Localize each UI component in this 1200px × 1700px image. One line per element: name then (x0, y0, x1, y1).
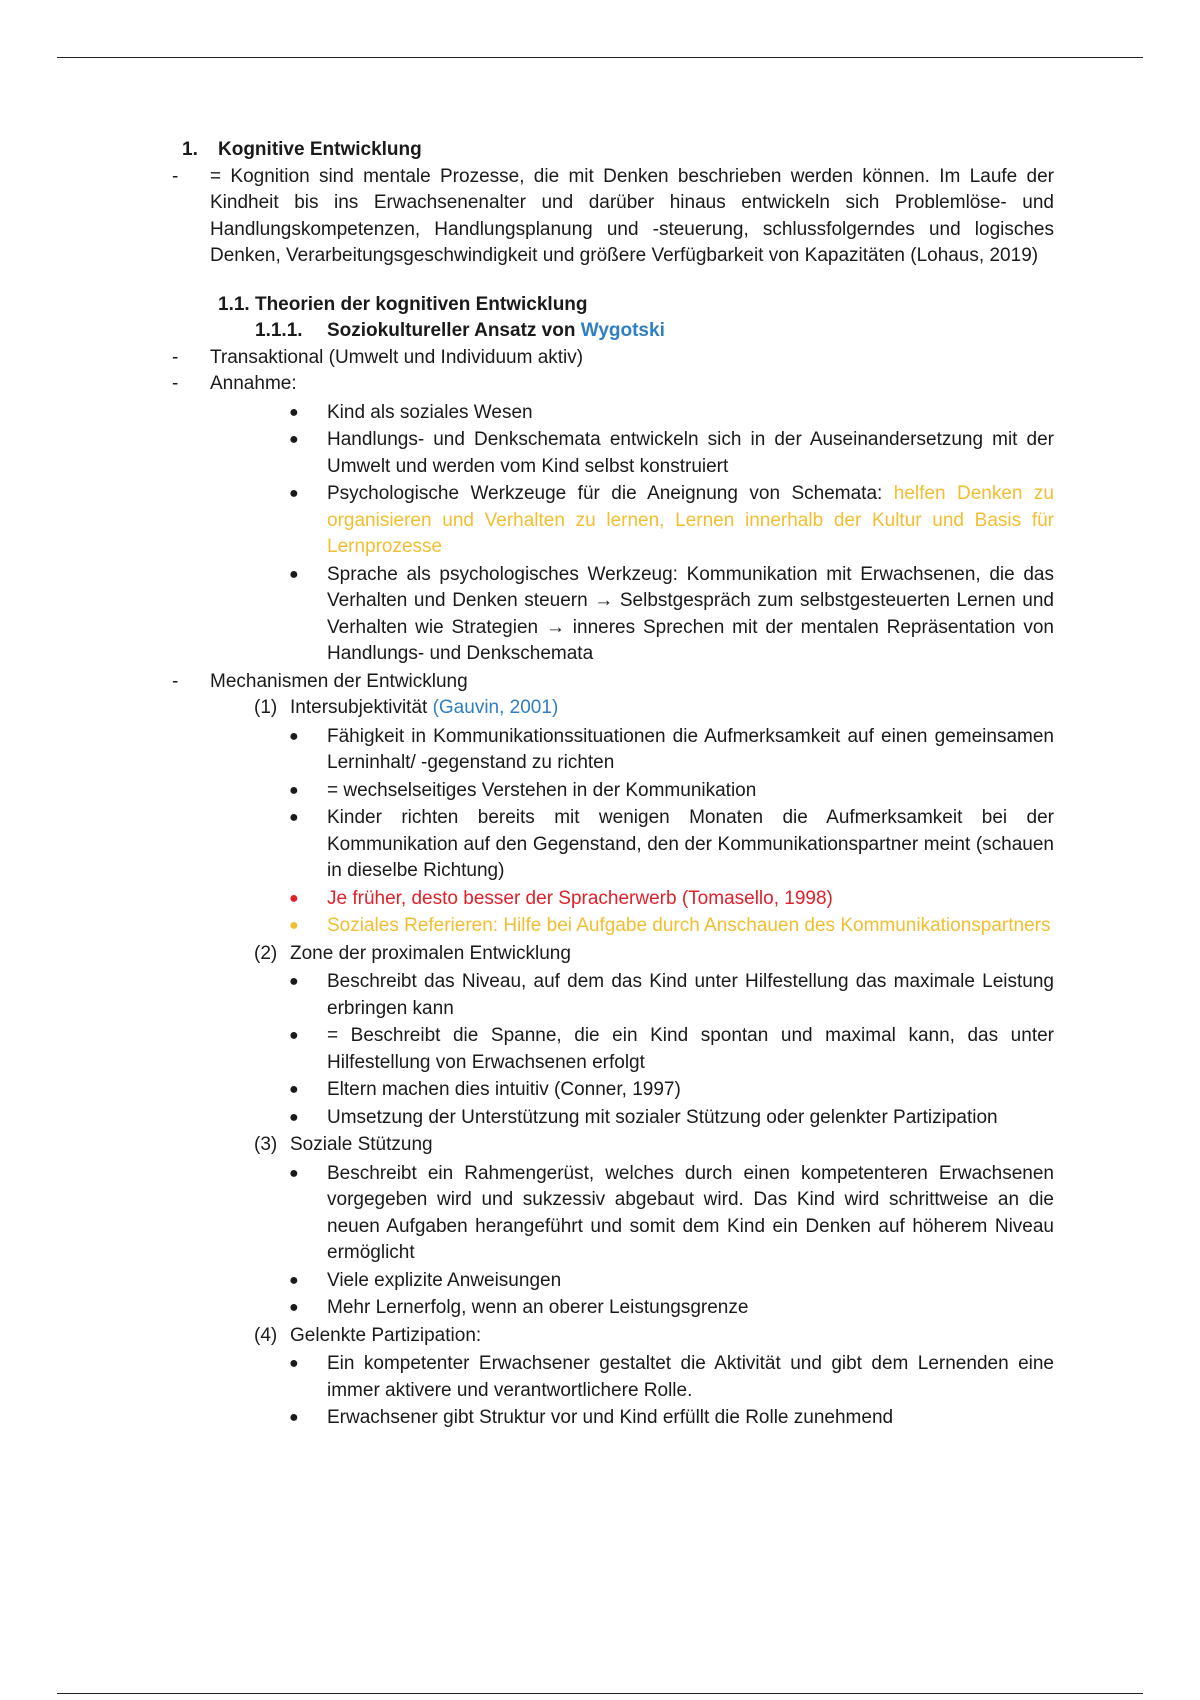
list-item-text: Psychologische Werkzeuge für die Aneignung von Schemata: (327, 483, 894, 504)
document-body (0, 137, 1200, 1433)
list-item (0, 400, 1200, 427)
list-item-text: = Beschreibt die Spanne, die ein Kind spontan und maximal kann, das unter Hilfestellung von Erwachsenen erfolgt (327, 1025, 1054, 1073)
footer-rule (57, 1693, 1143, 1694)
list-item-text: Je früher, desto besser der Spracherwerb (Tomasello, 1998) (327, 887, 833, 909)
list-item-text: Umsetzung der Unterstützung mit sozialer Stützung oder gelenkter Partizipation (327, 1106, 998, 1128)
heading-2: 1.1. Theorien der kognitiven Entwicklung (218, 293, 588, 315)
bullet-marker: ● (289, 565, 299, 583)
mechanism-3 (0, 1132, 1200, 1159)
bullet-marker: ● (289, 727, 299, 745)
mechanismen-item (0, 669, 1200, 696)
bullet-marker: ● (289, 781, 299, 799)
list-item (0, 562, 1200, 668)
header-rule (57, 57, 1143, 58)
list-item-text: Soziales Referieren: Hilfe bei Aufgabe durch Anschauen des Kommunikationspartners (327, 915, 1051, 936)
highlight-text: helfen Denken zu organisieren und Verhalten zu lernen, Lernen innerhalb der Kultur und Basis für Lernprozesse (327, 483, 1054, 557)
list-item-text: Eltern machen dies intuitiv (Conner, 1997) (327, 1079, 681, 1100)
mechanism-number: (3) (254, 1134, 278, 1155)
bullet-marker: ● (289, 809, 299, 826)
annahme-list (0, 400, 1200, 668)
bullet-marker: ● (289, 1081, 299, 1098)
heading-3-number: 1.1.1. (255, 320, 303, 341)
bullet-marker: ● (289, 1409, 299, 1426)
arrow-right-icon: → (545, 616, 565, 638)
bullet-marker: ● (289, 485, 299, 502)
list-item (0, 805, 1200, 885)
list-item-text: inneres Sprechen mit der mentalen Repräsentation von Handlungs- und Denkschemata (327, 616, 1054, 664)
bullet-marker: ● (289, 1355, 299, 1372)
mechanism-title: Intersubjektivität (290, 697, 433, 718)
dash-marker: - (172, 165, 179, 187)
bullet-marker: ● (289, 403, 299, 421)
list-item-text: Kind als soziales Wesen (327, 401, 533, 423)
list-item (0, 778, 1200, 805)
mechanism-4-list (0, 1351, 1200, 1432)
list-item-text: Erwachsener gibt Struktur vor und Kind erfüllt die Rolle zunehmend (327, 1407, 894, 1428)
list-item-text: Fähigkeit in Kommunikationssituationen die Aufmerksamkeit auf einen gemeinsamen Lerninhalt/ -gegenstand zu richten (327, 725, 1054, 773)
bullet-marker: ● (289, 917, 299, 934)
mechanism-number: (2) (254, 942, 278, 964)
heading-1-title: Kognitive Entwicklung (218, 139, 422, 160)
list-item-text: Beschreibt das Niveau, auf dem das Kind unter Hilfestellung das maximale Leistung erbringen kann (327, 971, 1054, 1019)
list-item-text: Viele explizite Anweisungen (327, 1269, 562, 1291)
mechanism-3-list (0, 1161, 1200, 1322)
list-item-text: Sprache als psychologisches Werkzeug: Kommunikation mit Erwachsenen, die das Verhalten und Denken steuern (327, 563, 1054, 611)
bullet-marker: ● (289, 973, 299, 990)
heading-3-title: Soziokultureller Ansatz von (327, 320, 581, 341)
list-item-text: Mehr Lernerfolg, wenn an oberer Leistungsgrenze (327, 1297, 749, 1318)
mechanism-2 (0, 941, 1200, 968)
list-item (0, 427, 1200, 480)
mechanism-title: Soziale Stützung (290, 1134, 433, 1155)
mechanism-2-list (0, 969, 1200, 1131)
mechanism-1-list (0, 724, 1200, 940)
annahme-item (0, 371, 1200, 398)
dash-marker: - (172, 346, 179, 368)
list-item (0, 1105, 1200, 1132)
list-item-text: Beschreibt ein Rahmengerüst, welches durch einen kompetenteren Erwachsenen vorgegeben wird und sukzessiv abgebaut wird. Das Kind wird schrittweise an die neuen Aufgaben herangeführt und somit dem Kind ein Denken auf höherem Niveau ermöglicht (327, 1162, 1054, 1263)
bullet-marker: ● (289, 431, 299, 448)
list-item-text: Handlungs- und Denkschemata entwickeln sich in der Auseinandersetzung mit der Umwelt und werden vom Kind selbst konstruiert (327, 429, 1054, 477)
bullet-marker: ● (289, 889, 299, 907)
definition-text: = Kognition sind mentale Prozesse, die mit Denken beschrieben werden können. Im Laufe der Kindheit bis ins Erwachsenenalter und darüber hinaus entwickeln sich Problemlöse- und Handlungskompetenzen, Handlungsplanung und -steuerung, schlussfolgerndes und logisches Denken, Verarbeitungsgeschwindigkeit und größere Verfügbarkeit von Kapazitäten (Lohaus, 2019) (210, 165, 1054, 266)
list-item (0, 481, 1200, 561)
list-item (0, 913, 1200, 940)
bullet-marker: ● (289, 1164, 299, 1182)
citation: Gauvin, 2001 (438, 697, 552, 718)
list-item (0, 1351, 1200, 1404)
mechanism-number: (4) (254, 1324, 278, 1346)
list-item (0, 1295, 1200, 1322)
definition-item (0, 164, 1200, 270)
bullet-marker: ● (289, 1108, 299, 1126)
list-item-text: Selbstgespräch zum selbstgesteuerten Lernen und Verhalten wie Strategien (327, 590, 1054, 638)
list-item (0, 1268, 1200, 1295)
mechanism-title: Gelenkte Partizipation: (290, 1324, 482, 1346)
bullet-marker: ● (289, 1027, 299, 1044)
transaktional-item (0, 345, 1200, 372)
list-item-text: Ein kompetenter Erwachsener gestaltet die Aktivität und gibt dem Lernenden eine immer aktivere und verantwortlichere Rolle. (327, 1353, 1054, 1401)
list-item (0, 1405, 1200, 1432)
list-item (0, 724, 1200, 777)
list-item (0, 1077, 1200, 1104)
list-item (0, 886, 1200, 913)
mechanism-title: Zone der proximalen Entwicklung (290, 942, 571, 964)
bullet-marker: ● (289, 1299, 299, 1316)
bullet-marker: ● (289, 1271, 299, 1289)
list-item (0, 969, 1200, 1022)
citation-bracket: ) (551, 697, 559, 718)
mechanismen-label: Mechanismen der Entwicklung (210, 670, 468, 692)
list-item (0, 1161, 1200, 1267)
heading-1 (182, 137, 1200, 164)
mechanism-4 (0, 1323, 1200, 1350)
transaktional-text: Transaktional (Umwelt und Individuum aktiv) (210, 346, 584, 368)
mechanism-1 (0, 695, 1200, 722)
annahme-label: Annahme: (210, 373, 297, 394)
heading-3-name: Wygotski (580, 320, 665, 341)
heading-3 (255, 318, 1200, 345)
list-item (0, 1023, 1200, 1076)
arrow-right-icon: → (594, 590, 614, 611)
list-item-text: = wechselseitiges Verstehen in der Kommunikation (327, 779, 757, 801)
dash-marker: - (172, 670, 179, 692)
mechanism-number: (1) (254, 697, 278, 718)
dash-marker: - (172, 373, 179, 394)
citation-bracket: ( (432, 697, 439, 718)
heading-1-number: 1. (182, 139, 198, 160)
list-item-text: Kinder richten bereits mit wenigen Monaten die Aufmerksamkeit bei der Kommunikation auf den Gegenstand, den der Kommunikationspartner meint (schauen in dieselbe Richtung) (327, 807, 1054, 881)
